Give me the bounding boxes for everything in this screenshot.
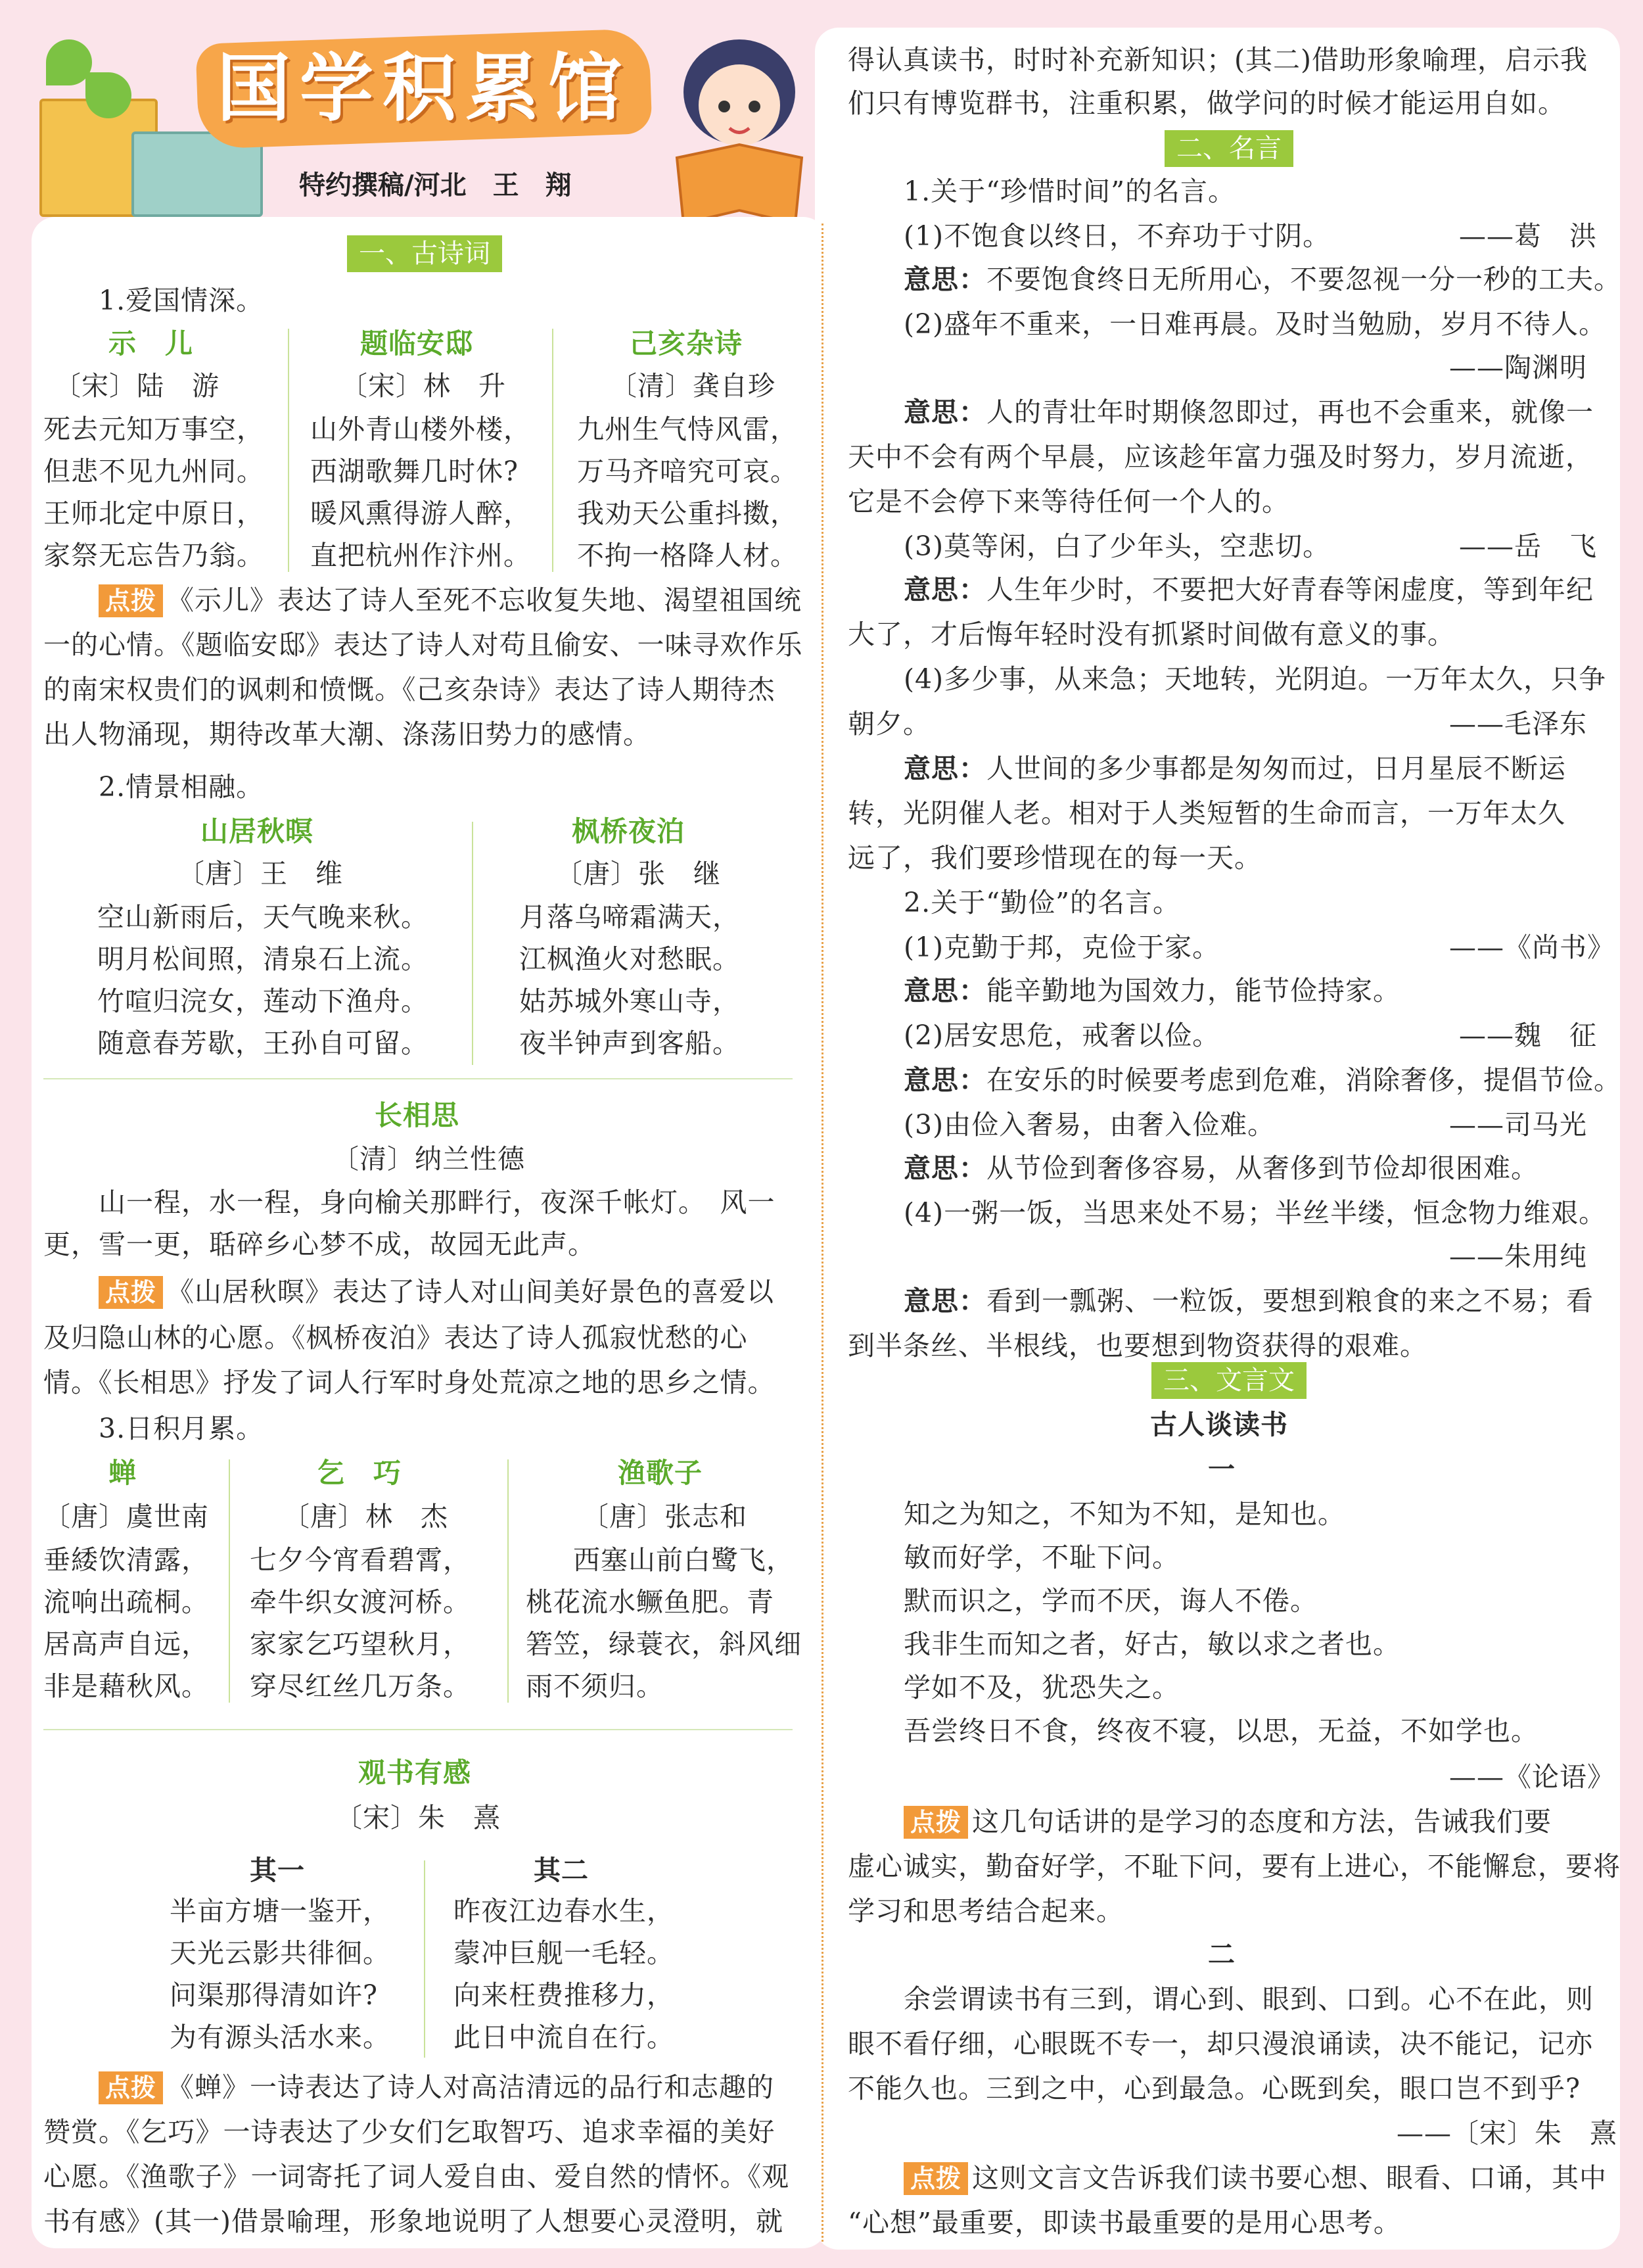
poem-title: 枫桥夜泊	[572, 815, 685, 847]
meaning-text: 人的青壮年时期倏忽即过，再也不会重来，就像一	[986, 396, 1594, 428]
quote: (2)盛年不重来，一日难再晨。及时当勉励，岁月不待人。	[904, 308, 1607, 340]
hint-paragraph	[99, 582, 802, 618]
hint-text: 虚心诚实，勤奋好学，不耻下问，要有上进心，不能懈怠，要将	[848, 1851, 1621, 1882]
poem-line: 夜半钟声到客船。	[519, 1028, 740, 1059]
poem-line: 西塞山前白鹭飞，	[573, 1544, 794, 1576]
column-separator	[822, 224, 823, 2242]
meaning	[904, 973, 1400, 1008]
hint-text: 的南宋权贵们的讽刺和愤慨。《己亥杂诗》表达了诗人期待杰	[43, 674, 775, 705]
meaning-text: 大了，才后悔年轻时没有抓紧时间做有意义的事。	[848, 619, 1455, 650]
poem-author: 〔唐〕张志和	[582, 1501, 747, 1532]
quote: (1)不饱食以终日，不弃功于寸阴。	[904, 220, 1331, 252]
poem-part-title: 其二	[534, 1855, 589, 1886]
byline: 特约撰稿/河北 王 翔	[299, 170, 572, 201]
part-number: 一	[1208, 1453, 1236, 1485]
hint-text: 《蝉》一诗表达了诗人对高洁清远的品行和志趣的	[167, 2071, 775, 2103]
poem-author: 〔宋〕林 升	[340, 370, 506, 402]
subheading-scenery: 2.情景相融。	[99, 771, 264, 803]
poem-line: 九州生气恃风雷，	[577, 413, 798, 445]
hint-paragraph	[904, 2160, 1607, 2196]
hint-text: 出人物涌现，期待改革大潮、涤荡旧势力的感情。	[43, 719, 651, 750]
classical-line: 不能久也。三到之中，心到最急。心既到矣，眼口岂不到乎?	[848, 2073, 1581, 2104]
hint-text: 《示儿》表达了诗人至死不忘收复失地、渴望祖国统	[167, 584, 802, 616]
poem-line: 家祭无忘告乃翁。	[43, 540, 264, 571]
classical-line: 学如不及，犹恐失之。	[904, 1672, 1180, 1703]
poem-author: 〔宋〕朱 熹	[335, 1802, 501, 1833]
meaning	[904, 572, 1594, 607]
poem-line: 天光云影共徘徊。	[170, 1937, 390, 1969]
section-tag-classical-prose: 三、文言文	[1151, 1362, 1307, 1399]
poem-author: 〔清〕纳兰性德	[332, 1143, 525, 1175]
meaning	[904, 1283, 1594, 1319]
meaning-label: 意思：	[904, 753, 986, 784]
hint-text: 学习和思考结合起来。	[848, 1895, 1124, 1927]
quote: (1)克勤于邦，克俭于家。	[904, 932, 1220, 963]
section-tag-quotes: 二、名言	[1165, 130, 1293, 167]
reading-girl-illustration	[664, 33, 815, 224]
poem-line: 江枫渔火对愁眠。	[519, 943, 740, 975]
quote: (3)由俭入奢易，由奢入俭难。	[904, 1109, 1276, 1141]
poem-line: 垂緌饮清露，	[43, 1544, 209, 1576]
poem-divider	[229, 1459, 230, 1703]
poem-line: 空山新雨后，天气晚来秋。	[97, 901, 428, 933]
poem-title: 长相思	[375, 1099, 460, 1131]
poem-title: 乞 巧	[317, 1457, 402, 1489]
meaning-text: 能辛勤地为国效力，能节俭持家。	[986, 975, 1400, 1006]
classical-line: 默而识之，学而不厌，诲人不倦。	[904, 1585, 1318, 1617]
meaning-label: 意思：	[904, 396, 986, 428]
poem-line: 雨不须归。	[526, 1670, 664, 1702]
poem-line: 月落乌啼霜满天，	[519, 901, 740, 933]
subheading-accumulation: 3.日积月累。	[99, 1413, 264, 1444]
poem-line: 山一程，水一程，身向榆关那畔行，夜深千帐灯。 风一	[99, 1187, 775, 1218]
subheading-patriotism: 1.爱国情深。	[99, 285, 264, 316]
quote-source: ——毛泽东	[1449, 708, 1587, 740]
poem-author: 〔唐〕张 继	[555, 858, 721, 889]
hint-text: 情。《长相思》抒发了词人行军时身处荒凉之地的思乡之情。	[43, 1367, 775, 1398]
quote: (4)一粥一饭，当思来处不易；半丝半缕，恒念物力维艰。	[904, 1197, 1607, 1229]
poem-line: 随意春芳歇，王孙自可留。	[97, 1028, 428, 1059]
meaning-text: 天中不会有两个早晨，应该趁年富力强及时努力，岁月流逝，	[848, 441, 1593, 473]
poem-title: 己亥杂诗	[630, 327, 743, 360]
poem-line: 万马齐喑究可哀。	[577, 456, 798, 487]
classical-line: 眼不看仔细，心眼既不专一，却只漫浪诵读，决不能记，记亦	[848, 2028, 1593, 2060]
hint-text: 《山居秋暝》表达了诗人对山间美好景色的喜爱以	[167, 1276, 775, 1308]
poem-line: 问渠那得清如许?	[170, 1979, 378, 2011]
meaning	[904, 751, 1566, 786]
meaning-text: 人生年少时，不要把大好青春等闲虚度，等到年纪	[986, 574, 1594, 605]
meaning-text: 它是不会停下来等待任何一个人的。	[848, 486, 1289, 517]
poem-line: 蒙冲巨舰一毛轻。	[453, 1937, 674, 1969]
classical-line: 我非生而知之者，好古，敏以求之者也。	[904, 1628, 1400, 1660]
meaning-label: 意思：	[904, 975, 986, 1006]
meaning	[904, 1062, 1621, 1098]
meaning-text: 转，光阴催人老。相对于人类短暂的生命而言，一万年太久	[848, 797, 1565, 829]
meaning-text: 不要饱食终日无所用心，不要忽视一分一秒的工夫。	[986, 264, 1621, 295]
section-tag-poetry: 一、古诗词	[347, 235, 502, 272]
poem-line: 桃花流水鳜鱼肥。青	[526, 1586, 774, 1618]
poem-divider	[424, 1860, 425, 2058]
classical-line: 吾尝终日不食，终夜不寝，以思，无益，不如学也。	[904, 1715, 1539, 1747]
meaning-label: 意思：	[904, 264, 986, 295]
poem-author: 〔唐〕虞世南	[43, 1501, 209, 1532]
poem-title: 观书有感	[358, 1757, 472, 1789]
poem-author: 〔清〕龚自珍	[610, 370, 775, 402]
poem-divider	[472, 822, 473, 1065]
poem-line: 七夕今宵看碧霄，	[250, 1544, 471, 1576]
page-title: 国学积累馆	[217, 46, 631, 131]
quote-source: ——〔宋〕朱 熹	[1397, 2117, 1617, 2149]
quote-source: ——葛 洪	[1459, 220, 1597, 252]
continued-text: 们只有博览群书，注重积累，做学问的时候才能运用自如。	[848, 87, 1565, 119]
poem-line: 家家乞巧望秋月，	[250, 1628, 471, 1660]
poem-line: 但悲不见九州同。	[43, 456, 264, 487]
poem-line: 此日中流自在行。	[453, 2021, 674, 2053]
hint-text: 及归隐山林的心愿。《枫桥夜泊》表达了诗人孤寂忧愁的心	[43, 1322, 748, 1354]
poem-line: 牵牛织女渡河桥。	[250, 1586, 471, 1618]
poem-title: 示 儿	[108, 327, 194, 360]
quote-source: ——朱用纯	[1449, 1240, 1587, 1272]
hint-paragraph	[99, 2069, 774, 2105]
section-divider	[43, 1729, 793, 1730]
poem-divider	[552, 329, 553, 572]
hint-badge: 点拨	[99, 2071, 163, 2104]
meaning-label: 意思：	[904, 1064, 986, 1096]
hint-paragraph	[99, 1274, 774, 1310]
hint-text: 一的心情。《题临安邸》表达了诗人对苟且偷安、一味寻欢作乐	[43, 629, 803, 661]
poem-line: 半亩方塘一鉴开，	[170, 1895, 390, 1927]
hint-badge: 点拨	[99, 1276, 163, 1309]
poem-title: 山居秋暝	[200, 815, 314, 847]
hint-text: 这则文言文告诉我们读书要心想、眼看、口诵，其中	[972, 2162, 1608, 2194]
poem-line: 昨夜江边春水生，	[453, 1895, 674, 1927]
meaning	[904, 262, 1621, 297]
hint-paragraph	[904, 1804, 1552, 1839]
poem-line: 箬笠，绿蓑衣，斜风细	[526, 1628, 802, 1660]
subheading-time: 1.关于“珍惜时间”的名言。	[904, 176, 1236, 207]
poem-line: 流响出疏桐。	[43, 1586, 209, 1618]
hint-text: 赞赏。《乞巧》一诗表达了少女们乞取智巧、追求幸福的美好	[43, 2116, 775, 2148]
continued-text: 得认真读书，时时补充新知识；(其二)借助形象喻理，启示我	[848, 44, 1588, 76]
poem-line: 穿尽红丝几万条。	[250, 1670, 471, 1702]
quote-source: ——司马光	[1449, 1109, 1587, 1141]
clover-leaf-icon	[85, 72, 131, 118]
hint-text: “心想”最重要，即读书最重要的是用心思考。	[848, 2207, 1401, 2238]
poem-line: 更，雪一更，聒碎乡心梦不成，故园无此声。	[43, 1229, 595, 1260]
poem-line: 为有源头活水来。	[170, 2021, 390, 2053]
quote-source: ——陶渊明	[1449, 352, 1587, 383]
hint-text: 书有感》(其一)借景喻理，形象地说明了人想要心灵澄明，就	[43, 2206, 783, 2237]
meaning-text: 从节俭到奢侈容易，从奢侈到节俭却很困难。	[986, 1152, 1539, 1184]
quote-source: ——魏 征	[1459, 1020, 1597, 1051]
poem-line: 向来枉费推移力，	[453, 1979, 674, 2011]
poem-part-title: 其一	[250, 1855, 305, 1886]
quote: 朝夕。	[848, 708, 931, 740]
meaning-text: 看到一瓢粥、一粒饭，要想到粮食的来之不易；看	[986, 1285, 1594, 1317]
poem-line: 居高声自远，	[43, 1628, 209, 1660]
meaning	[904, 1150, 1539, 1186]
meaning	[904, 394, 1594, 430]
poem-line: 山外青山楼外楼，	[310, 413, 531, 445]
poem-line: 暖风熏得游人醉，	[310, 498, 531, 529]
quote: (4)多少事，从来急；天地转，光阴迫。一万年太久，只争	[904, 663, 1607, 695]
classical-line: 敏而好学，不耻下问。	[904, 1542, 1180, 1573]
poem-line: 明月松间照，清泉石上流。	[97, 943, 428, 975]
poem-divider	[288, 329, 289, 572]
meaning-label: 意思：	[904, 1285, 986, 1317]
classical-line: 知之为知之，不知为不知，是知也。	[904, 1498, 1345, 1530]
poem-author: 〔唐〕王 维	[177, 858, 343, 889]
poem-title: 题临安邸	[360, 327, 474, 360]
poem-line: 西湖歌舞几时休?	[310, 456, 519, 487]
poem-title: 渔歌子	[618, 1457, 703, 1489]
poem-author: 〔宋〕陆 游	[54, 370, 220, 402]
quote: (2)居安思危，戒奢以俭。	[904, 1020, 1220, 1051]
classical-line: 余尝谓读书有三到，谓心到、眼到、口到。心不在此，则	[904, 1983, 1594, 2015]
part-number: 二	[1208, 1939, 1236, 1970]
meaning-text: 人世间的多少事都是匆匆而过，日月星辰不断运	[986, 753, 1566, 784]
poem-title: 蝉	[108, 1457, 137, 1489]
poem-divider	[507, 1459, 509, 1703]
poem-line: 非是藉秋风。	[43, 1670, 209, 1702]
quote: (3)莫等闲，白了少年头，空悲切。	[904, 531, 1331, 562]
hint-text: 心愿。《渔歌子》一词寄托了词人爱自由、爱自然的情怀。《观	[43, 2161, 789, 2192]
quote-source: ——《论语》	[1449, 1761, 1615, 1793]
meaning-label: 意思：	[904, 1152, 986, 1184]
poem-line: 死去元知万事空，	[43, 413, 264, 445]
poem-line: 直把杭州作汴州。	[310, 540, 531, 571]
hint-badge: 点拨	[99, 584, 163, 617]
poem-line: 姑苏城外寒山寺，	[519, 985, 740, 1017]
poem-line: 我劝天公重抖擞，	[577, 498, 798, 529]
poem-line: 不拘一格降人材。	[577, 540, 798, 571]
quote-source: ——《尚书》	[1449, 932, 1615, 963]
meaning-text: 远了，我们要珍惜现在的每一天。	[848, 842, 1262, 874]
poem-line: 王师北定中原日，	[43, 498, 264, 529]
hint-badge: 点拨	[904, 2162, 968, 2195]
subheading-thrift: 2.关于“勤俭”的名言。	[904, 887, 1181, 918]
poem-line: 竹喧归浣女，莲动下渔舟。	[97, 985, 428, 1017]
hint-text: 这几句话讲的是学习的态度和方法，告诫我们要	[972, 1806, 1552, 1837]
meaning-text: 到半条丝、半根线，也要想到物资获得的艰难。	[848, 1330, 1427, 1361]
poem-author: 〔唐〕林 杰	[283, 1501, 448, 1532]
quote-source: ——岳 飞	[1459, 531, 1597, 562]
meaning-text: 在安乐的时候要考虑到危难，消除奢侈，提倡节俭。	[986, 1064, 1621, 1096]
meaning-label: 意思：	[904, 574, 986, 605]
section-divider	[43, 1078, 793, 1079]
article-title: 古人谈读书	[1150, 1409, 1288, 1440]
hint-badge: 点拨	[904, 1806, 968, 1839]
